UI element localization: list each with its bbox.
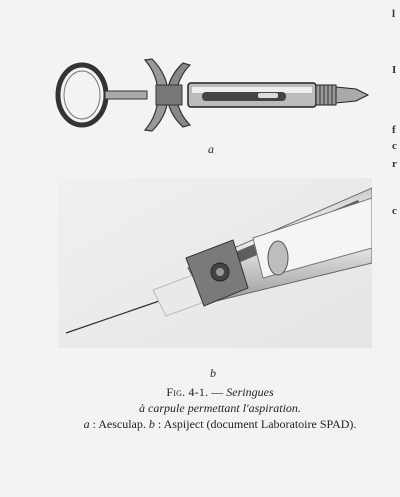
syringe-illustration-a	[50, 45, 380, 140]
figure-label-a: a	[208, 142, 214, 156]
figure-caption	[60, 384, 380, 432]
needle-hub-tip	[336, 87, 368, 103]
margin-fragment: I	[392, 64, 397, 76]
margin-fragment: l	[392, 8, 396, 20]
margin-fragment: f	[392, 124, 396, 136]
caption-legend: a : Aesculap. b : Aspiject (document Laboratoire SPAD).	[83, 417, 357, 431]
figure-label-b: b	[210, 366, 216, 380]
figure-number: Fig. 4-1.	[166, 385, 209, 399]
syringe-photo-b	[58, 178, 372, 348]
caption-title-1: Seringues	[226, 385, 274, 399]
caption-line-1: Fig. 4-1. — Seringues	[166, 385, 274, 399]
caption-title-2: à carpule permettant l'aspiration.	[139, 401, 301, 415]
margin-fragment: r	[392, 158, 397, 170]
margin-fragment: c	[392, 205, 397, 217]
finger-ring	[58, 65, 106, 125]
plunger-rod	[105, 91, 147, 99]
margin-fragment: c	[392, 140, 397, 152]
threaded-hub	[316, 85, 336, 105]
